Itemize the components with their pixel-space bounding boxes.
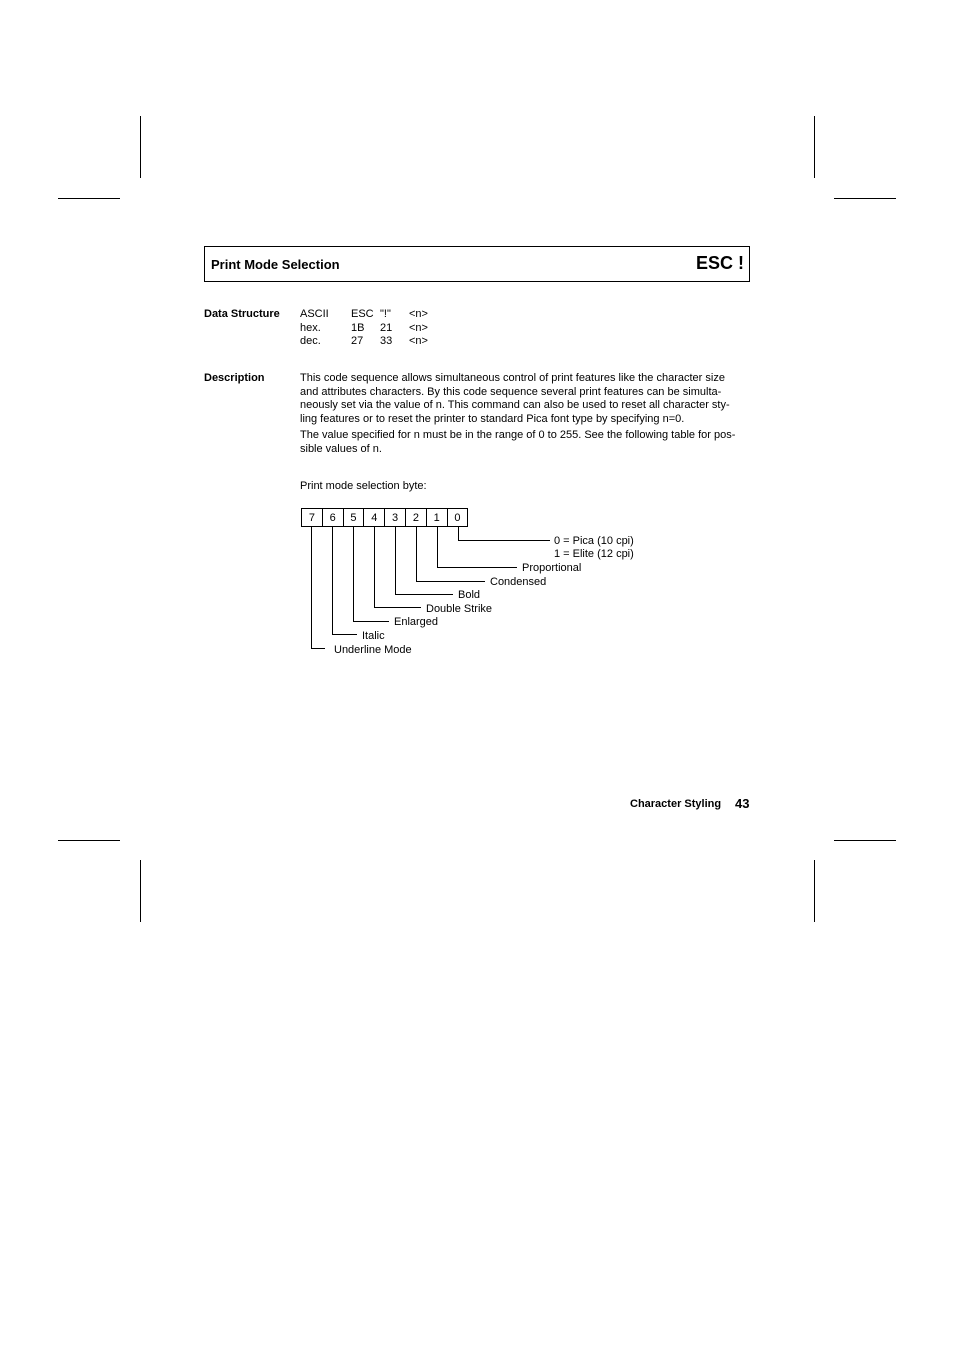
data-structure-label: Data Structure [204, 308, 280, 320]
bit-cell: 2 [405, 508, 427, 527]
feature-label: Underline Mode [334, 644, 412, 656]
paragraph-line: ling features or to reset the printer to standard Pica font type by specifying n=0. [300, 412, 685, 425]
paragraph-line: sible values of n. [300, 442, 382, 455]
feature-label: 0 = Pica (10 cpi) [554, 535, 634, 547]
feature-label: Enlarged [394, 616, 439, 628]
row-value: <n> [409, 308, 428, 320]
crop-mark [834, 840, 896, 841]
page-title: Print Mode Selection [211, 257, 340, 272]
connector-line [437, 527, 438, 567]
feature-label: 1 = Elite (12 cpi) [554, 548, 634, 560]
connector-line [374, 607, 421, 608]
bit-cell: 5 [343, 508, 365, 527]
connector-line [332, 634, 357, 635]
row-value: <n> [409, 335, 428, 347]
bit-cell: 7 [301, 508, 323, 527]
bit-cell: 1 [426, 508, 448, 527]
connector-line [458, 540, 550, 541]
bit-cell: 3 [384, 508, 406, 527]
page-number: 43 [735, 796, 750, 811]
paragraph-line: This code sequence allows simultaneous control of print features like the character size [300, 372, 725, 384]
feature-label: Italic [362, 630, 385, 642]
crop-mark [58, 840, 120, 841]
feature-label: Proportional [522, 562, 582, 574]
description-label: Description [204, 372, 265, 384]
crop-mark [834, 198, 896, 199]
feature-label: Double Strike [426, 603, 493, 615]
crop-mark [58, 198, 120, 199]
row-value: 21 [380, 322, 393, 334]
description-paragraph [300, 372, 730, 426]
row-value: <n> [409, 322, 428, 334]
paragraph-line: and attributes characters. By this code sequence several print features can be simulta- [300, 385, 722, 398]
row-type: ASCII [300, 308, 329, 320]
command-code: ESC ! [695, 253, 744, 273]
connector-line [374, 527, 375, 607]
connector-line [353, 527, 354, 621]
row-value: "!" [380, 308, 391, 320]
crop-mark [814, 116, 815, 178]
bit-row [301, 508, 468, 527]
row-type: hex. [300, 322, 321, 334]
bit-cell: 6 [322, 508, 344, 527]
paragraph-line: neously set via the value of n. This command can also be used to reset all character sty- [300, 399, 730, 411]
connector-line [458, 527, 459, 540]
bit-cell: 0 [447, 508, 469, 527]
row-value: 27 [351, 335, 364, 347]
connector-line [353, 621, 389, 622]
feature-label: Bold [458, 589, 481, 601]
connector-line [311, 648, 325, 649]
connector-line [311, 527, 312, 648]
crop-mark [814, 860, 815, 922]
section-header [204, 246, 750, 282]
connector-line [395, 594, 453, 595]
connector-line [332, 527, 333, 634]
footer-section-title: Character Styling [630, 798, 722, 810]
diagram-caption: Print mode selection byte: [300, 480, 427, 492]
feature-label: Condensed [490, 576, 547, 588]
connector-line [437, 567, 517, 568]
crop-mark [140, 116, 141, 178]
row-value: ESC [351, 308, 374, 320]
row-value: 1B [351, 322, 365, 334]
bit-cell: 4 [363, 508, 385, 527]
description-paragraph [300, 429, 735, 456]
connector-line [416, 581, 485, 582]
crop-mark [140, 860, 141, 922]
connector-line [416, 527, 417, 581]
row-value: 33 [380, 335, 393, 347]
connector-line [395, 527, 396, 594]
row-type: dec. [300, 335, 321, 347]
paragraph-line: The value specified for n must be in the range of 0 to 255. See the following table for pos- [300, 429, 736, 441]
